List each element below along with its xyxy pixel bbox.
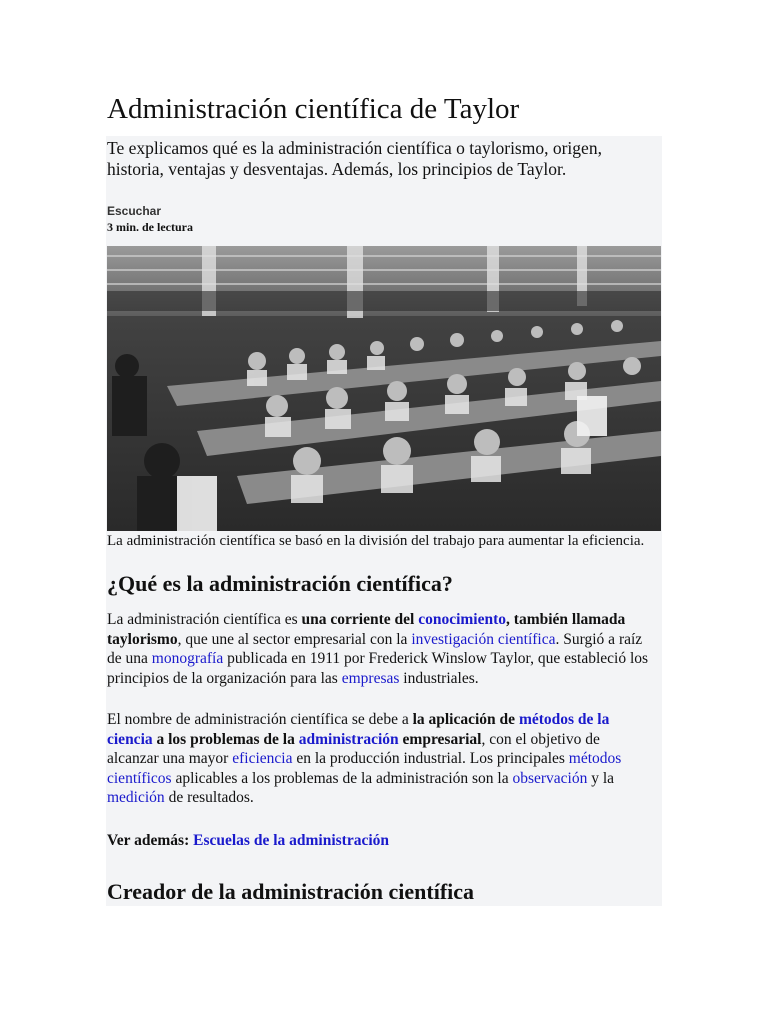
- bold-text: empresarial: [398, 730, 482, 748]
- text: publicada en 1911 por Frederick Winslow Taylor, que estableció los principios de la organización para las: [107, 650, 649, 687]
- link-medicion[interactable]: medición: [107, 789, 165, 806]
- factory-photo-illustration: [107, 246, 661, 531]
- section-heading-que-es: ¿Qué es la administración científica?: [107, 571, 453, 596]
- paragraph-name-origin: [107, 710, 652, 808]
- link-escuelas-de-la-administracion[interactable]: [193, 832, 389, 849]
- see-also: [107, 831, 652, 851]
- see-also-label: Ver además:: [107, 832, 194, 849]
- link-observacion[interactable]: observación: [512, 769, 588, 787]
- text: y la: [587, 769, 615, 787]
- bold-link-text: métodos de la ciencia: [107, 711, 610, 748]
- section-heading-creador: Creador de la administración científica: [107, 879, 475, 904]
- listen-button[interactable]: Escuchar: [107, 204, 162, 218]
- bold-link-text: conocimiento: [418, 611, 507, 628]
- text: en la producción industrial. Los principales: [292, 750, 569, 767]
- bold-text: la aplicación de: [412, 711, 519, 728]
- bold-text: , también llamada taylorismo: [107, 611, 626, 648]
- link-investigacion-cientifica[interactable]: investigación científica: [411, 630, 556, 648]
- bold-text: a los problemas de la: [152, 730, 299, 748]
- link-monografia[interactable]: monografía: [151, 650, 224, 667]
- link-administracion[interactable]: [299, 731, 399, 748]
- text: , con el objetivo de alcanzar una mayor: [107, 730, 600, 767]
- link-metodos-cientificos[interactable]: métodos científicos: [107, 750, 622, 787]
- photo-caption: La administración científica se basó en la división del trabajo para aumentar la eficiencia.: [107, 533, 645, 549]
- text: , que une al sector empresarial con la: [177, 630, 412, 648]
- text: industriales.: [399, 669, 479, 687]
- article-intro: Te explicamos qué es la administración científica o taylorismo, origen, historia, ventajas y desventajas. Además, los principios de Taylor.: [107, 138, 602, 179]
- text: aplicables a los problemas de la administración son la: [171, 769, 513, 787]
- text: El nombre de administración científica se debe a: [107, 711, 413, 728]
- bold-link-text: administración: [298, 730, 399, 748]
- read-time: 3 min. de lectura: [107, 220, 193, 234]
- text: de resultados.: [164, 789, 254, 806]
- text: . Surgió a raíz de una: [107, 630, 643, 667]
- link-empresas[interactable]: empresas: [341, 669, 400, 687]
- paragraph-definition: [107, 610, 652, 688]
- factory-photo: [107, 246, 661, 531]
- link-eficiencia[interactable]: eficiencia: [232, 750, 293, 767]
- bold-text: una corriente del: [301, 611, 419, 628]
- text: La administración científica es: [107, 611, 302, 628]
- article-title: Administración científica de Taylor: [107, 93, 520, 125]
- link-conocimiento[interactable]: [418, 611, 506, 628]
- bold-link-text: Escuelas de la administración: [193, 832, 390, 849]
